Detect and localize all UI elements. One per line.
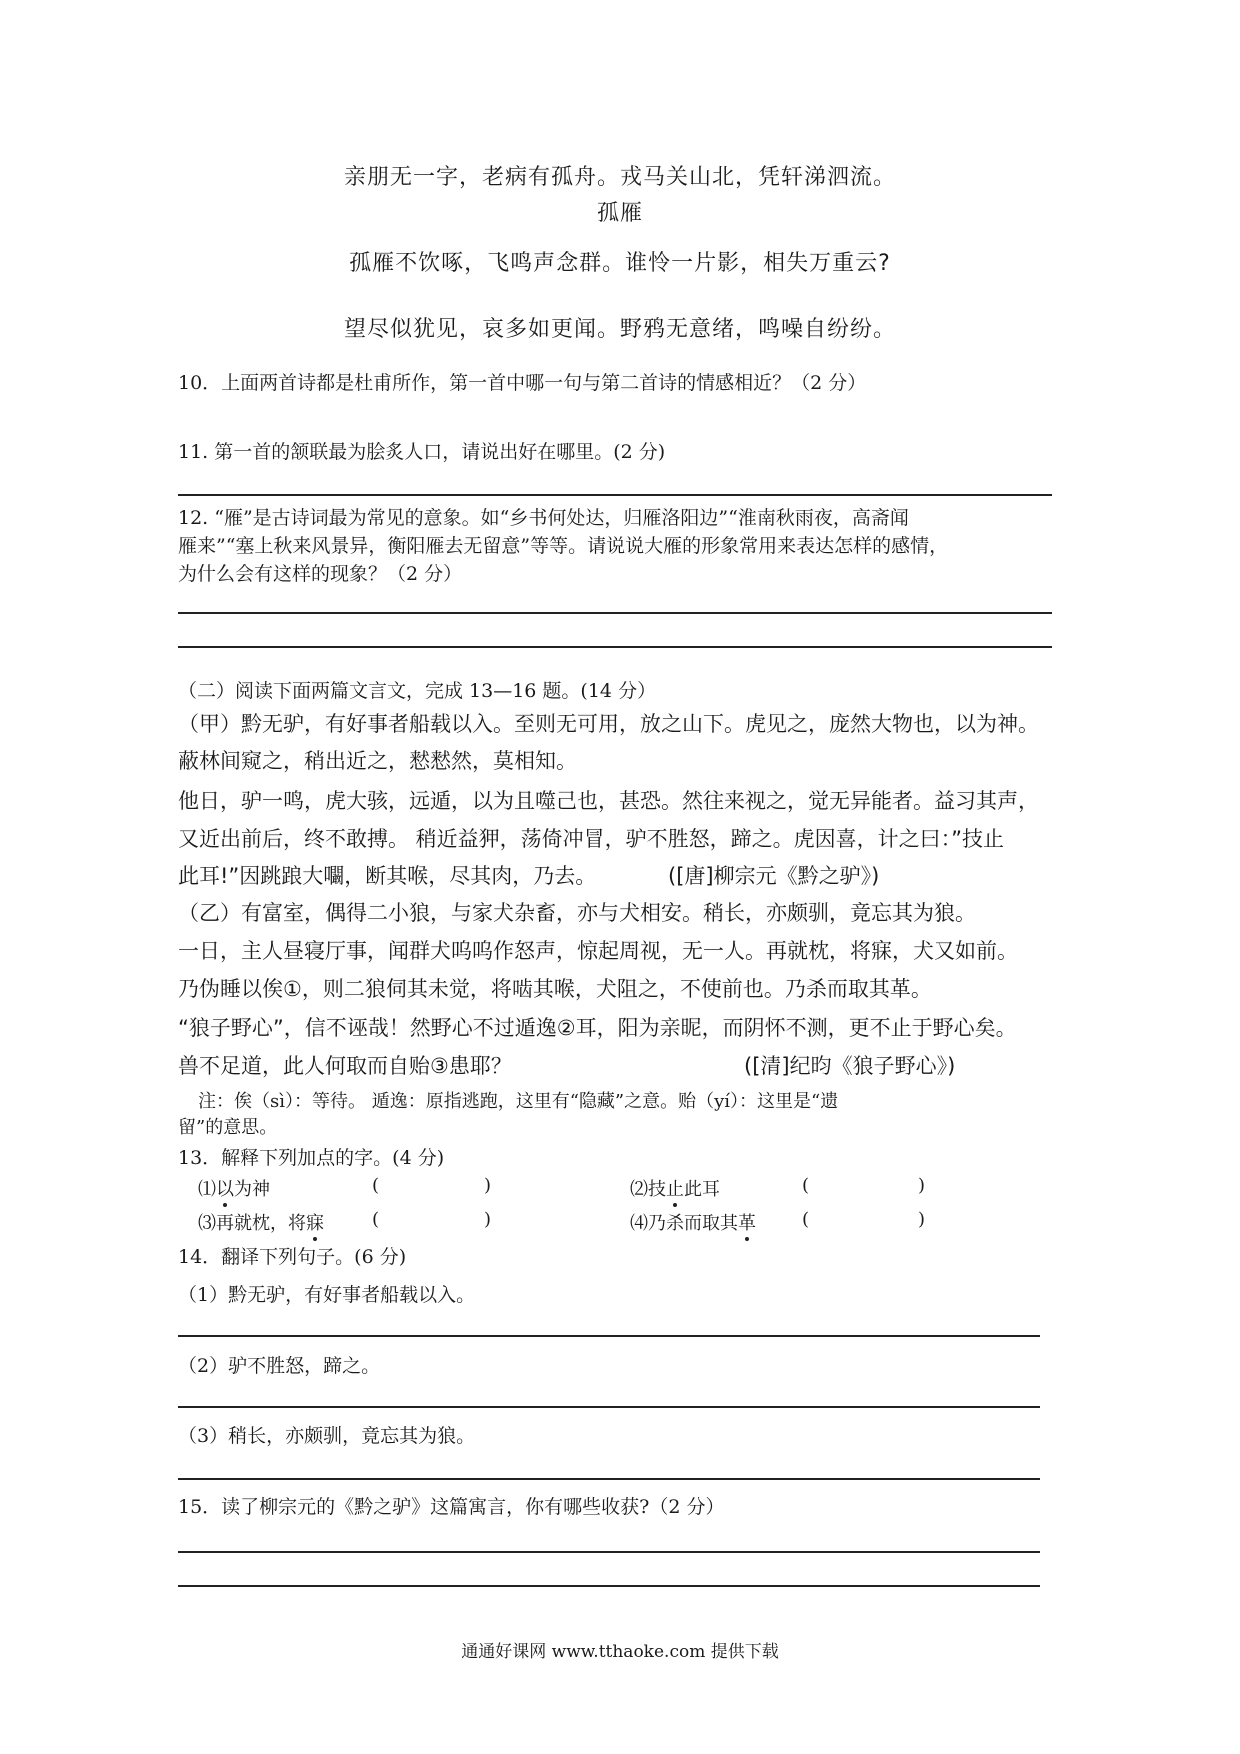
question-10: 10．上面两首诗都是杜甫所作，第一首中哪一句与第二首诗的情感相近？（2 分）: [178, 372, 867, 394]
note-line: 留”的意思。: [178, 1117, 278, 1138]
translate-sentence-3: （3）稍长，亦颇驯，竟忘其为狼。: [178, 1425, 476, 1447]
answer-paren-open: (: [802, 1175, 810, 1196]
passage-jia-line: （甲）黔无驴，有好事者船载以入。至则无可用，放之山下。虎见之，庞然大物也，以为神。: [178, 712, 1039, 736]
answer-paren-open: (: [372, 1175, 380, 1196]
answer-line[interactable]: [178, 1551, 1040, 1553]
passage-source: ([唐]柳宗元《黔之驴》): [668, 864, 880, 888]
dotted-char: 革: [738, 1213, 756, 1234]
question-14: 14．翻译下列句子。(6 分): [178, 1246, 407, 1268]
passage-jia-line: 此耳!”因跳踉大㘚，断其喉，尽其肉，乃去。: [178, 864, 597, 888]
translate-sentence-2: （2）驴不胜怒，蹄之。: [178, 1355, 381, 1377]
passage-yi-line: 兽不足道，此人何取而自贻③患耶？: [178, 1054, 512, 1078]
answer-paren-open: (: [802, 1209, 810, 1230]
poem-line: 亲朋无一字，老病有孤舟。戎马关山北，凭轩涕泗流。: [343, 165, 896, 190]
answer-line[interactable]: [178, 1335, 1040, 1337]
question-12-line: 为什么会有这样的现象？（2 分）: [178, 563, 463, 585]
answer-paren-close: ): [918, 1175, 926, 1196]
dotted-char: 寐: [306, 1213, 324, 1234]
question-11: 11. 第一首的颔联最为脍炙人口，请说出好在哪里。(2 分): [178, 441, 666, 463]
q13-item-2: ⑵技止此耳: [630, 1179, 720, 1200]
answer-line[interactable]: [178, 612, 1052, 614]
answer-line[interactable]: [178, 646, 1052, 648]
answer-paren-close: ): [484, 1209, 492, 1230]
answer-paren-open: (: [372, 1209, 380, 1230]
q13-item-3: ⑶再就枕，将寐: [198, 1213, 324, 1234]
dotted-char: 以: [216, 1179, 234, 1200]
question-12-line: 12. “雁”是古诗词最为常见的意象。如“乡书何处达，归雁洛阳边”“淮南秋雨夜，高斋闻: [178, 507, 909, 529]
answer-line[interactable]: [178, 1406, 1040, 1408]
question-12-line: 雁来”“塞上秋来风景异，衡阳雁去无留意”等等。请说说大雁的形象常用来表达怎样的感情，: [178, 535, 949, 557]
poem-line: 望尽似犹见，哀多如更闻。野鸦无意绪，鸣噪自纷纷。: [343, 317, 896, 342]
passage-jia-line: 他日，驴一鸣，虎大骇，远遁，以为且噬己也，甚恐。然往来视之，觉无异能者。益习其声，: [178, 789, 1039, 813]
passage-yi-line: 乃伪睡以俟①，则二狼伺其未觉，将啮其喉，犬阻之，不使前也。乃杀而取其革。: [178, 977, 932, 1001]
page-footer: 通通好课网 www.tthaoke.com 提供下载: [461, 1642, 779, 1662]
answer-line[interactable]: [178, 1478, 1040, 1480]
section-heading: （二）阅读下面两篇文言文，完成 13—16 题。(14 分）: [178, 680, 657, 702]
passage-yi-line: “狼子野心”，信不诬哉！然野心不过遁逸②耳，阳为亲昵，而阴怀不测，更不止于野心矣。: [178, 1016, 1017, 1040]
q13-item-4: ⑷乃杀而取其革: [630, 1213, 756, 1234]
passage-yi-line: 一日，主人昼寝厅事，闻群犬呜呜作怒声，惊起周视，无一人。再就枕，将寐，犬又如前。: [178, 939, 1018, 963]
note-line: 注：俟（sì）：等待。 遁逸：原指逃跑，这里有“隐藏”之意。贻（yí）：这里是“遗: [198, 1091, 839, 1112]
q13-item-1: ⑴以为神: [198, 1179, 270, 1200]
answer-paren-close: ): [918, 1209, 926, 1230]
answer-line[interactable]: [178, 494, 1052, 496]
passage-jia-line: 蔽林间窥之，稍出近之，慭慭然，莫相知。: [178, 749, 577, 773]
poem-line: 孤雁不饮啄，飞鸣声念群。谁怜一片影，相失万重云?: [349, 251, 891, 276]
poem-title: 孤雁: [596, 201, 643, 226]
question-15: 15．读了柳宗元的《黔之驴》这篇寓言，你有哪些收获?（2 分）: [178, 1496, 725, 1518]
question-13: 13．解释下列加点的字。(4 分): [178, 1147, 445, 1169]
dotted-char: 止: [666, 1179, 684, 1200]
answer-line[interactable]: [178, 1585, 1040, 1587]
passage-source: ([清]纪昀《狼子野心》): [744, 1054, 956, 1078]
passage-jia-line: 又近出前后，终不敢搏。 稍近益狎，荡倚冲冒，驴不胜怒，蹄之。虎因喜，计之曰：”技止: [178, 827, 1005, 851]
passage-yi-line: （乙）有富室，偶得二小狼，与家犬杂畜，亦与犬相安。稍长，亦颇驯，竟忘其为狼。: [178, 901, 976, 925]
answer-paren-close: ): [484, 1175, 492, 1196]
translate-sentence-1: （1）黔无驴，有好事者船载以入。: [178, 1284, 476, 1306]
